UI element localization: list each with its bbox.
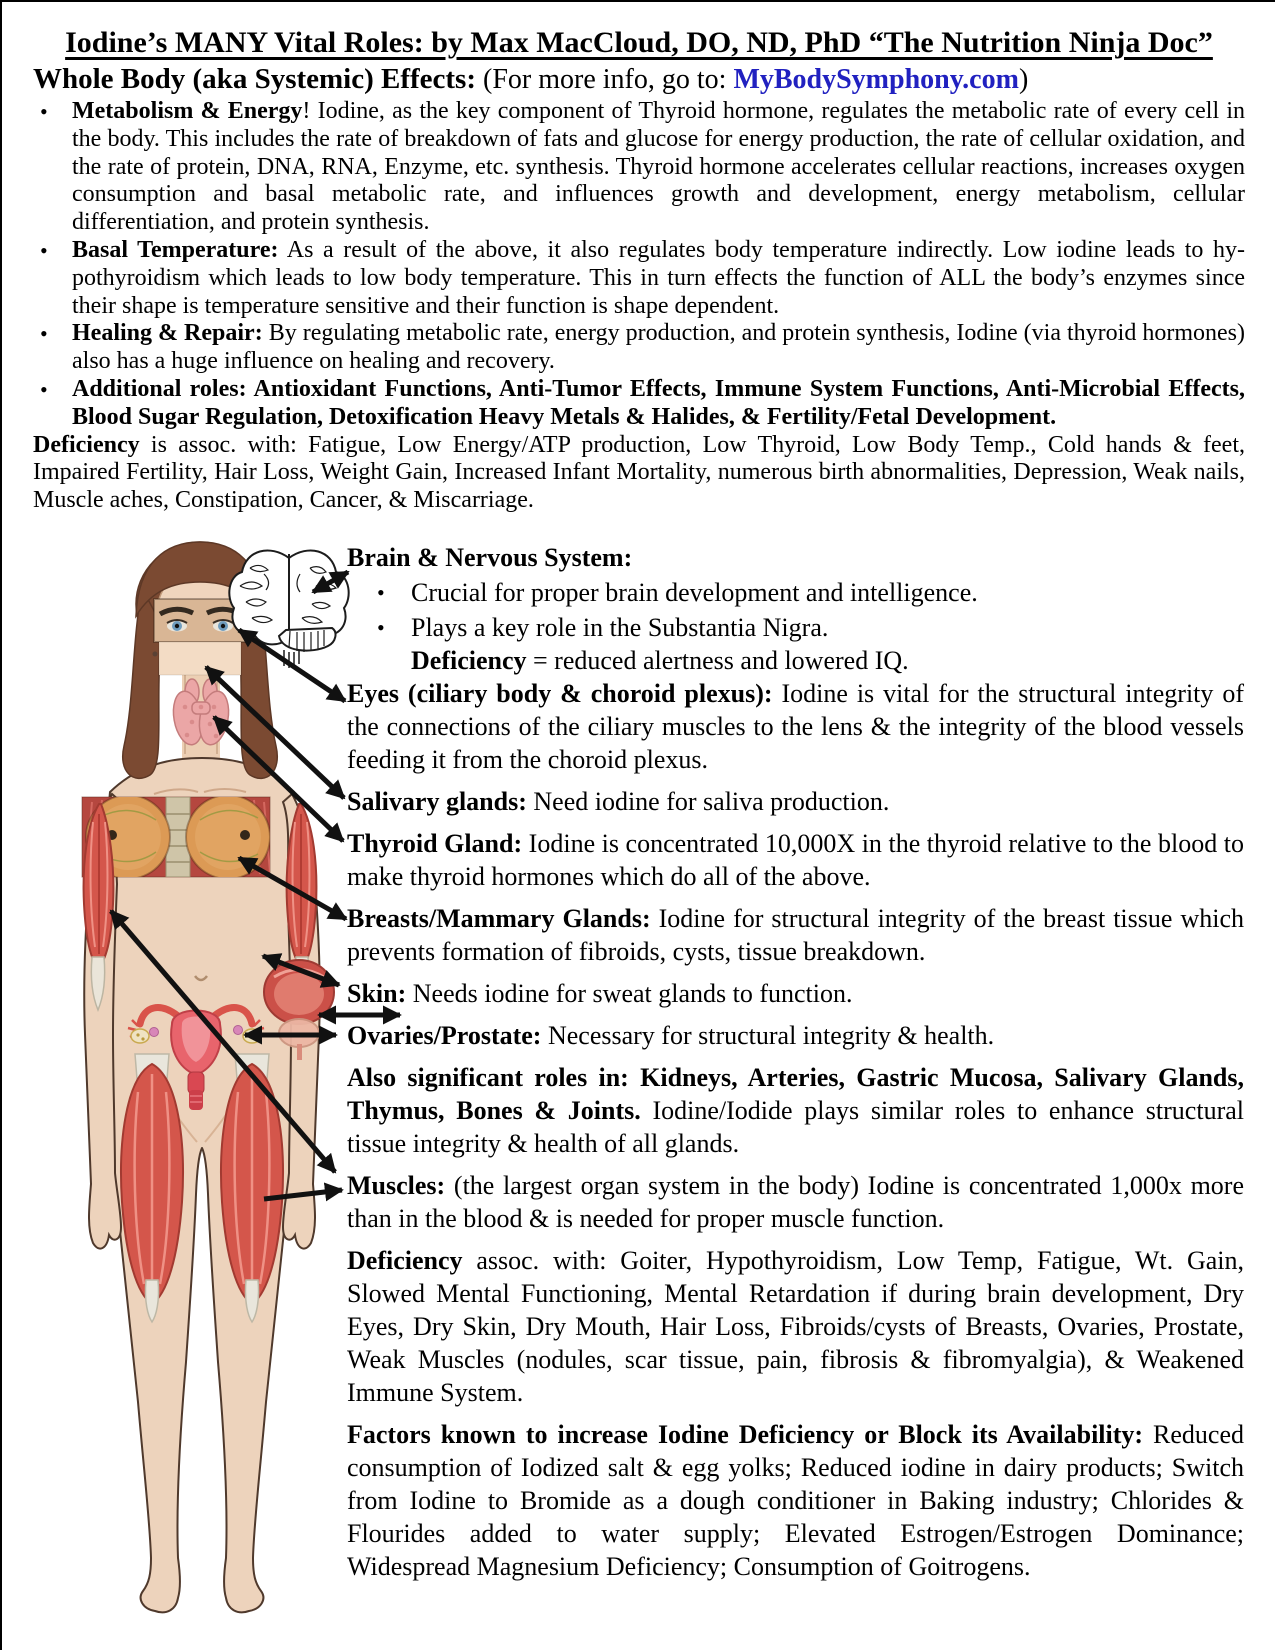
organ-section-factors: Factors known to increase Iodine Deficiency or Block its Availability: Reduced consumption of Iodized salt & egg yolks; Reduced iodine in dairy products; Switch from Iodine to Bromide as a dough conditioner in Baking industry; Chlorides & Flourides added to water supply; Elevated Estrogen/Estrogen Dominance; Widespread Magnesium Deficiency; Consumption of Goitrogens. xyxy=(347,1420,1244,1581)
bullet-healing-repair: • Healing & Repair: By regulating metabolic rate, energy production, and protein synthesis, Iodine (via thyroid hormones) also has a huge influence on healing and recovery. xyxy=(33,320,1245,376)
organ-section-skin: Skin: Needs iodine for sweat glands to function. xyxy=(347,979,853,1008)
systemic-effects-block xyxy=(33,26,1245,515)
bullet-dot: • xyxy=(377,580,385,605)
brain-deficiency: Deficiency = reduced alertness and lowered IQ. xyxy=(411,646,909,675)
bullet-additional-roles: • Additional roles: Antioxidant Functions, Anti-Tumor Effects, Immune System Functions, Anti-Microbial Effects, Blood Sugar Regulation, Detoxification Heavy Metals & Halides, & Fertility/Fetal Development. xyxy=(33,376,1245,432)
organ-section-breasts: Breasts/Mammary Glands: Iodine for structural integrity of the breast tissue which prevents formation of fibroids, cysts, tissue breakdown. xyxy=(347,904,1244,966)
organ-section-ovaries-prostate: Ovaries/Prostate: Necessary for structural integrity & health. xyxy=(347,1021,995,1050)
intro-heading: Whole Body (aka Systemic) Effects: xyxy=(33,63,477,95)
bullet-dot: • xyxy=(377,615,385,640)
systemic-deficiency: Deficiency is assoc. with: Fatigue, Low Energy/ATP production, Low Thyroid, Low Body Temp., Cold hands & feet, Impaired Fertility, Hair Loss, Weight Gain, Increased Infant Mortality, numerous birth abnormalities, Depression, Weak nails, Muscle aches, Constipation, Cancer, & Miscarriage. xyxy=(33,431,1245,514)
lower-face-patch xyxy=(159,642,241,675)
organ-section-other-roles: Also significant roles in: Kidneys, Arteries, Gastric Mucosa, Salivary Glands, Thymus, Bones & Joints. Iodine/Iodide plays similar roles to enhance structural tissue integrity & health of all glands. xyxy=(347,1063,1244,1158)
website-link[interactable]: MyBodySymphony.com xyxy=(733,64,1019,95)
organ-section-muscles: Muscles: (the largest organ system in the body) Iodine is concentrated 1,000x more than in the blood & is needed for proper muscle function. xyxy=(347,1171,1244,1233)
organ-section-eyes: Eyes (ciliary body & choroid plexus): Iodine is vital for the structural integrity of the connections of the ciliary muscles to the lens & the integrity of the blood vessels feeding it from the choroid plexus. xyxy=(347,679,1244,774)
bullet-basal-temperature: • Basal Temperature: As a result of the above, it also regulates body temperature indirectly. Low iodine leads to hypothyroidism which leads to low body temperature. This in turn effects the function of ALL the body’s enzymes since their shape is temperature sensitive and their function is shape dependent. xyxy=(33,237,1245,320)
bullet-metabolism: • Metabolism & Energy! Iodine, as the key component of Thyroid hormone, regulates the metabolic rate of every cell in the body. This includes the rate of breakdown of fats and glucose for energy production, the rate of cellular oxidation, and the rate of protein, DNA, RNA, Enzyme, etc. synthesis. Thyroid hormone accelerates cellular reactions, increases oxygen consumption and basal metabolic rate, and influences growth and development, energy metabolism, cellular differentiation, and protein synthesis. xyxy=(33,98,1245,237)
intro-line: Whole Body (aka Systemic) Effects: (For more info, go to: MyBodySymphony.com) xyxy=(33,63,1029,95)
organ-heading-brain: Brain & Nervous System: xyxy=(347,543,633,572)
organ-section-brain xyxy=(347,541,1244,677)
brain-bullet-1: • Crucial for proper brain development and intelligence. xyxy=(377,578,978,607)
organ-descriptions-column xyxy=(347,541,1244,1592)
organ-section-deficiency: Deficiency assoc. with: Goiter, Hypothyroidism, Low Temp, Fatigue, Wt. Gain, Slowed Mental Functioning, Mental Retardation if during brain development, Dry Eyes, Dry Skin, Dry Mouth, Hair Loss, Fibroids/cysts of Breasts, Ovaries, Prostate, Weak Muscles (nodules, scar tissue, pain, fibrosis & fibromyalgia), & Weakened Immune System. xyxy=(347,1246,1244,1407)
page-title: Iodine’s MANY Vital Roles: by Max MacCloud, DO, ND, PhD “The Nutrition Ninja Doc” xyxy=(65,26,1213,59)
brain-bullet-2: • Plays a key role in the Substantia Nigra. xyxy=(377,613,829,642)
organ-section-salivary-glands: Salivary glands: Need iodine for saliva production. xyxy=(347,787,890,816)
organ-section-thyroid-gland: Thyroid Gland: Iodine is concentrated 10,000X in the thyroid relative to the blood to make thyroid hormones which do all of the above. xyxy=(347,829,1244,891)
